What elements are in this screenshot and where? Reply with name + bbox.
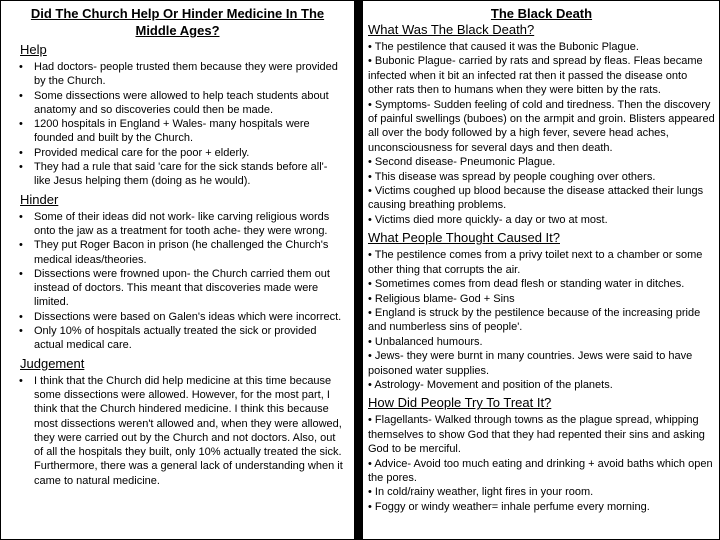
caused-list <box>368 248 715 392</box>
treat-item: • In cold/rainy weather, light fires in your room. <box>368 485 715 499</box>
judgement-list <box>19 374 346 488</box>
caused-item: • The pestilence comes from a privy toilet next to a chamber or some other thing that corrupts the air. <box>368 248 715 277</box>
treat-item: • Advice- Avoid too much eating and drinking + avoid baths which open the pores. <box>368 457 715 486</box>
caused-item: • Religious blame- God + Sins <box>368 292 715 306</box>
caused-heading: What People Thought Caused It? <box>368 230 560 246</box>
caused-item: • Astrology- Movement and position of the planets. <box>368 378 715 392</box>
caused-item: • Sometimes comes from dead flesh or standing water in ditches. <box>368 277 715 291</box>
caused-item: • Jews- they were burnt in many countries. Jews were said to have poisoned water supplies. <box>368 349 715 378</box>
right-title: The Black Death <box>490 6 593 21</box>
left-column <box>0 0 355 540</box>
judgement-item: • I think that the Church did help medicine at this time because some dissections were allowed. However, for the most part, I think that the Church hindered medicine. I think this because most dissections weren't allowed and, when they were allowed, they were carried out by the Church and not doctors. Also, out of all the hospitals they built, only 10% actually treated the sick. Furthermore, there was a general lack of understanding when it came to natural medicine. <box>19 374 346 488</box>
hinder-item: • Some of their ideas did not work- like carving religious words onto the jaw as a treatment for tooth ache- they were wrong. <box>19 210 346 239</box>
what-was-item: • The pestilence that caused it was the Bubonic Plague. <box>368 40 715 54</box>
what-was-item: • Symptoms- Sudden feeling of cold and tiredness. Then the discovery of painful swellings (buboes) on the armpit and groin. Blisters appeared all over the body followed by a high fever, severe head aches, unconsciousness for several days and then death. <box>368 98 715 156</box>
caused-item: • England is struck by the pestilence because of the increasing pride and numberless sins of people'. <box>368 306 715 335</box>
hinder-list <box>19 210 346 353</box>
caused-item: • Unbalanced humours. <box>368 335 715 349</box>
help-list <box>19 60 346 189</box>
hinder-item: • They put Roger Bacon in prison (he challenged the Church's medical ideas/theories. <box>19 238 346 267</box>
judgement-heading: Judgement <box>20 355 85 371</box>
help-item: • 1200 hospitals in England + Wales- many hospitals were founded and built by the Church. <box>19 117 346 146</box>
hinder-item: • Dissections were frowned upon- the Church carried them out instead of doctors. This meant that discoveries made were limited. <box>19 267 346 310</box>
help-heading: Help <box>20 42 47 57</box>
treat-item: • Foggy or windy weather= inhale perfume every morning. <box>368 500 715 514</box>
what-was-item: • This disease was spread by people coughing over others. <box>368 170 715 184</box>
what-was-item: • Victims coughed up blood because the disease attacked their lungs causing breathing problems. <box>368 184 715 213</box>
help-item: • Provided medical care for the poor + elderly. <box>19 146 346 160</box>
what-was-list <box>368 40 715 227</box>
hinder-item: • Dissections were based on Galen's ideas which were incorrect. <box>19 310 346 324</box>
what-was-item: • Second disease- Pneumonic Plague. <box>368 155 715 169</box>
help-item: • Some dissections were allowed to help teach students about anatomy and so discoveries could then be made. <box>19 89 346 118</box>
treat-heading: How Did People Try To Treat It? <box>368 395 552 411</box>
right-column <box>362 0 720 540</box>
what-was-heading: What Was The Black Death? <box>368 22 535 37</box>
treat-item: • Flagellants- Walked through towns as the plague spread, whipping themselves to show God that they had repented their sins and asking God to be merciful. <box>368 413 715 456</box>
what-was-item: • Bubonic Plague- carried by rats and spread by fleas. Fleas became infected when it bit an infected rat then it passed the disease onto other rats then to humans when they were bitten by the rats. <box>368 54 715 97</box>
treat-list <box>368 413 715 514</box>
help-item: • Had doctors- people trusted them because they were provided by the Church. <box>19 60 346 89</box>
hinder-heading: Hinder <box>20 191 59 207</box>
what-was-item: • Victims died more quickly- a day or two at most. <box>368 213 715 227</box>
help-item: • They had a rule that said 'care for the sick stands before all'- like Jesus helping them (doing as he would). <box>19 160 346 189</box>
column-divider <box>355 0 362 540</box>
hinder-item: • Only 10% of hospitals actually treated the sick or provided actual medical care. <box>19 324 346 353</box>
left-title: Did The Church Help Or Hinder Medicine In The Middle Ages? <box>30 6 325 38</box>
